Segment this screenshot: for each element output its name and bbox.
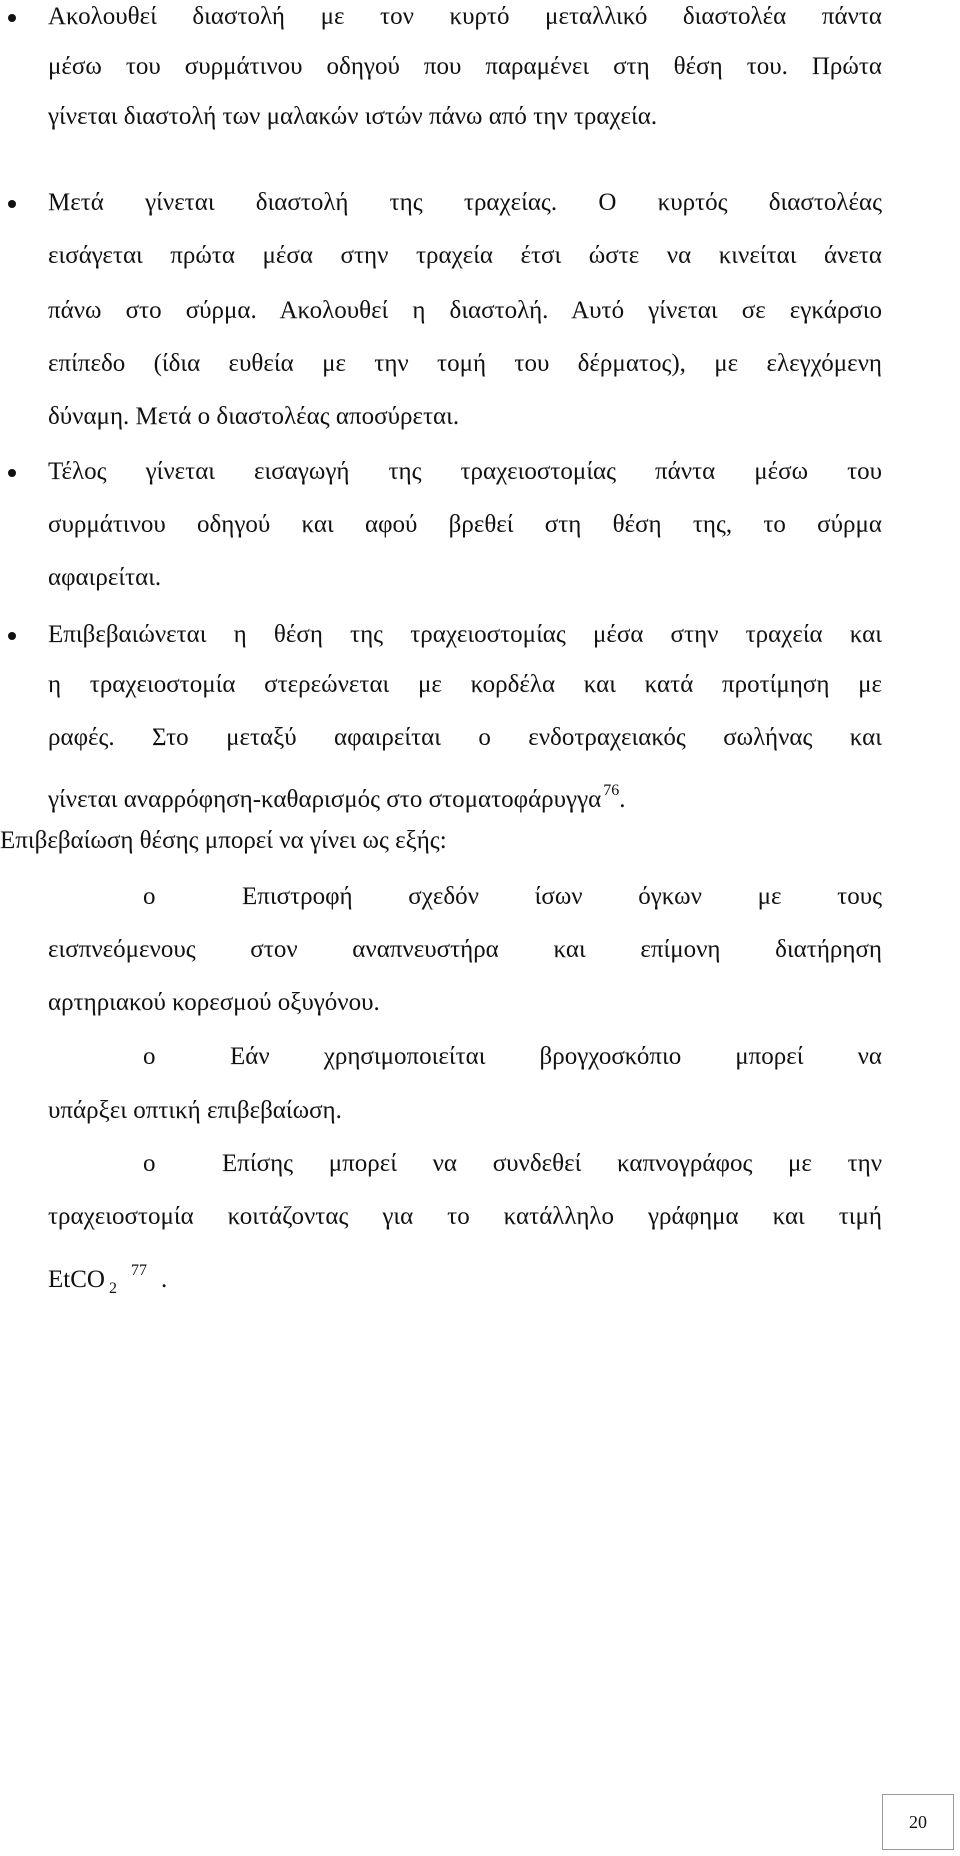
check-marker: ο bbox=[143, 1043, 156, 1070]
text-line: γίνεται διαστολή των μαλακών ιστών πάνω από την τραχεία. bbox=[48, 103, 658, 130]
text-line: Μετά γίνεται διαστολή της τραχείας. Ο κυρτός διαστολέας bbox=[48, 189, 882, 216]
bullet-dot-icon bbox=[8, 200, 16, 208]
text-fragment: γίνεται αναρρόφηση-καθαρισμός στο στοματοφάρυγγα bbox=[48, 786, 602, 813]
text-line: μέσω του συρμάτινου οδηγού που παραμένει στη θέση του. Πρώτα bbox=[48, 53, 882, 80]
text-line: Επιβεβαιώνεται η θέση της τραχειοστομίας μέσα στην τραχεία και bbox=[48, 621, 882, 648]
bullet-dot-icon bbox=[8, 469, 16, 477]
check-marker: ο bbox=[143, 883, 156, 910]
text-line: Εάν χρησιμοποιείται βρογχοσκόπιο μπορεί να bbox=[230, 1043, 882, 1070]
confirmation-heading: Επιβεβαίωση θέσης μπορεί να γίνει ως εξής: bbox=[0, 827, 447, 854]
text-line: συρμάτινου οδηγού και αφού βρεθεί στη θέση της, το σύρμα bbox=[48, 511, 882, 538]
text-line: πάνω στο σύρμα. Ακολουθεί η διαστολή. Αυτό γίνεται σε εγκάρσιο bbox=[48, 297, 882, 324]
text-line: αρτηριακού κορεσμού οξυγόνου. bbox=[48, 989, 380, 1016]
text-line: υπάρξει οπτική επιβεβαίωση. bbox=[48, 1097, 342, 1124]
text-line: αφαιρείται. bbox=[48, 564, 162, 591]
text-line: η τραχειοστομία στερεώνεται με κορδέλα και κατά προτίμηση με bbox=[48, 671, 882, 698]
text-line: Επιστροφή σχεδόν ίσων όγκων με τους bbox=[242, 883, 882, 910]
bullet-dot-icon bbox=[8, 632, 16, 640]
text-line: εισάγεται πρώτα μέσα στην τραχεία έτσι ώστε να κινείται άνετα bbox=[48, 242, 882, 269]
text-line: Τέλος γίνεται εισαγωγή της τραχειοστομίας πάντα μέσω του bbox=[48, 458, 882, 485]
text-line: ραφές. Στο μεταξύ αφαιρείται ο ενδοτραχειακός σωλήνας και bbox=[48, 724, 882, 751]
page-number: 20 bbox=[882, 1794, 954, 1850]
text-line bbox=[48, 776, 882, 815]
bullet-dot-icon bbox=[8, 14, 16, 22]
text-fragment: EtCO bbox=[48, 1266, 105, 1293]
text-line: επίπεδο (ίδια ευθεία με την τομή του δέρματος), με ελεγχόμενη bbox=[48, 350, 882, 377]
text-line: δύναμη. Μετά ο διαστολέας αποσύρεται. bbox=[48, 403, 460, 430]
text-line: Επίσης μπορεί να συνδεθεί καπνογράφος με την bbox=[222, 1150, 882, 1177]
text-line bbox=[48, 1256, 882, 1304]
end-punctuation: . bbox=[160, 1266, 168, 1293]
footnote-ref: 77 bbox=[130, 1262, 147, 1279]
footnote-ref: 76 bbox=[603, 782, 620, 799]
subscript: 2 bbox=[108, 1280, 117, 1297]
end-punctuation: . bbox=[619, 786, 626, 813]
check-marker: ο bbox=[143, 1150, 156, 1177]
text-line: εισπνεόμενους στον αναπνευστήρα και επίμονη διατήρηση bbox=[48, 936, 882, 963]
text-line: τραχειοστομία κοιτάζοντας για το κατάλληλο γράφημα και τιμή bbox=[48, 1203, 882, 1230]
text-line: Ακολουθεί διαστολή με τον κυρτό μεταλλικό διαστολέα πάντα bbox=[48, 3, 882, 30]
